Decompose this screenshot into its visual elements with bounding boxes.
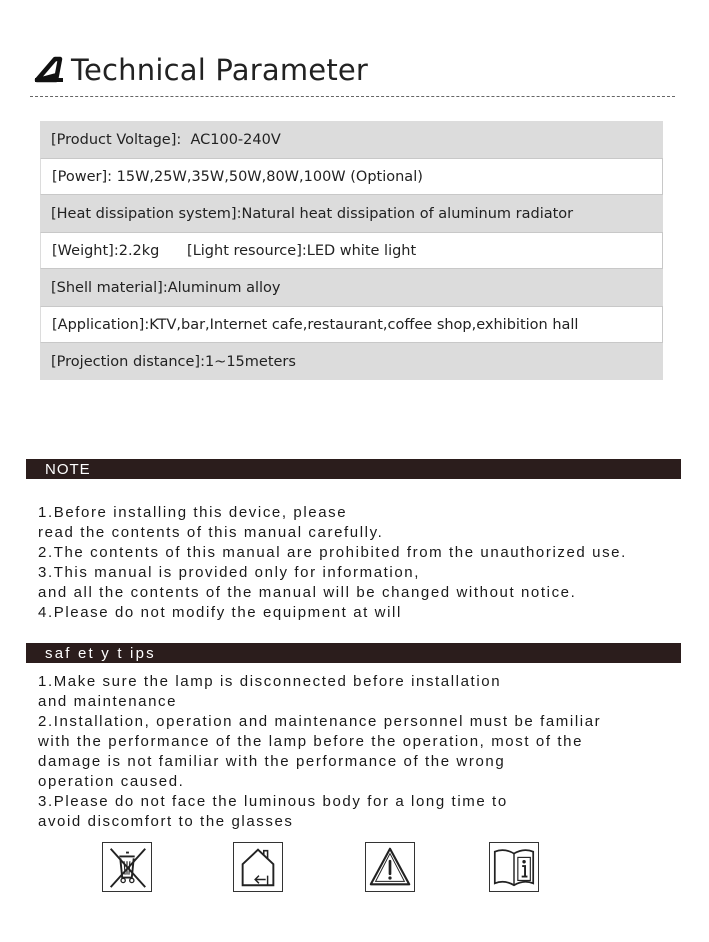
section-header [33,50,368,90]
page-title: Technical Parameter [71,53,369,87]
indoor-use-house-icon [233,842,283,892]
safety-text [38,672,601,832]
note-line: read the contents of this manual carefully. [38,524,384,541]
safety-line: 1.Make sure the lamp is disconnected before installation [38,673,502,690]
param-row-projection: [Projection distance]:1~15meters [40,343,663,380]
safety-line: and maintenance [38,693,178,710]
note-line: 3.This manual is provided only for information, [38,564,421,581]
dashed-divider [30,96,675,97]
param-row-power: [Power]: 15W,25W,35W,50W,80W,100W (Optional) [40,158,663,195]
safety-line: operation caused. [38,773,185,790]
note-line: 2.The contents of this manual are prohibited from the unauthorized use. [38,544,627,561]
safety-line: 3.Please do not face the luminous body for a long time to [38,793,508,810]
param-row-weight: [Weight]:2.2kg [Light resource]:LED white light [40,232,663,269]
safety-line: with the performance of the lamp before the operation, most of the [38,733,584,750]
param-row-shell: [Shell material]:Aluminum alloy [40,269,663,306]
safety-line: damage is not familiar with the performance of the wrong [38,753,506,770]
manual-info-icon [489,842,539,892]
section-4-icon [33,53,67,87]
safety-line: 2.Installation, operation and maintenance personnel must be familiar [38,713,602,730]
symbol-row [0,842,709,894]
safety-heading: saf et y t ips [26,643,681,663]
param-row-heat: [Heat dissipation system]:Natural heat dissipation of aluminum radiator [40,195,663,232]
param-row-voltage: [Product Voltage]: AC100-240V [40,121,663,158]
parameter-table [40,121,663,380]
note-line: and all the contents of the manual will be changed without notice. [38,584,577,601]
safety-line: avoid discomfort to the glasses [38,813,294,830]
note-heading: NOTE [26,459,681,479]
note-text [38,503,627,623]
note-line: 4.Please do not modify the equipment at will [38,604,402,621]
param-row-application: [Application]:KTV,bar,Internet cafe,restaurant,coffee shop,exhibition hall [40,306,663,343]
no-trash-bin-icon [102,842,152,892]
warning-triangle-icon [365,842,415,892]
note-line: 1.Before installing this device, please [38,504,348,521]
